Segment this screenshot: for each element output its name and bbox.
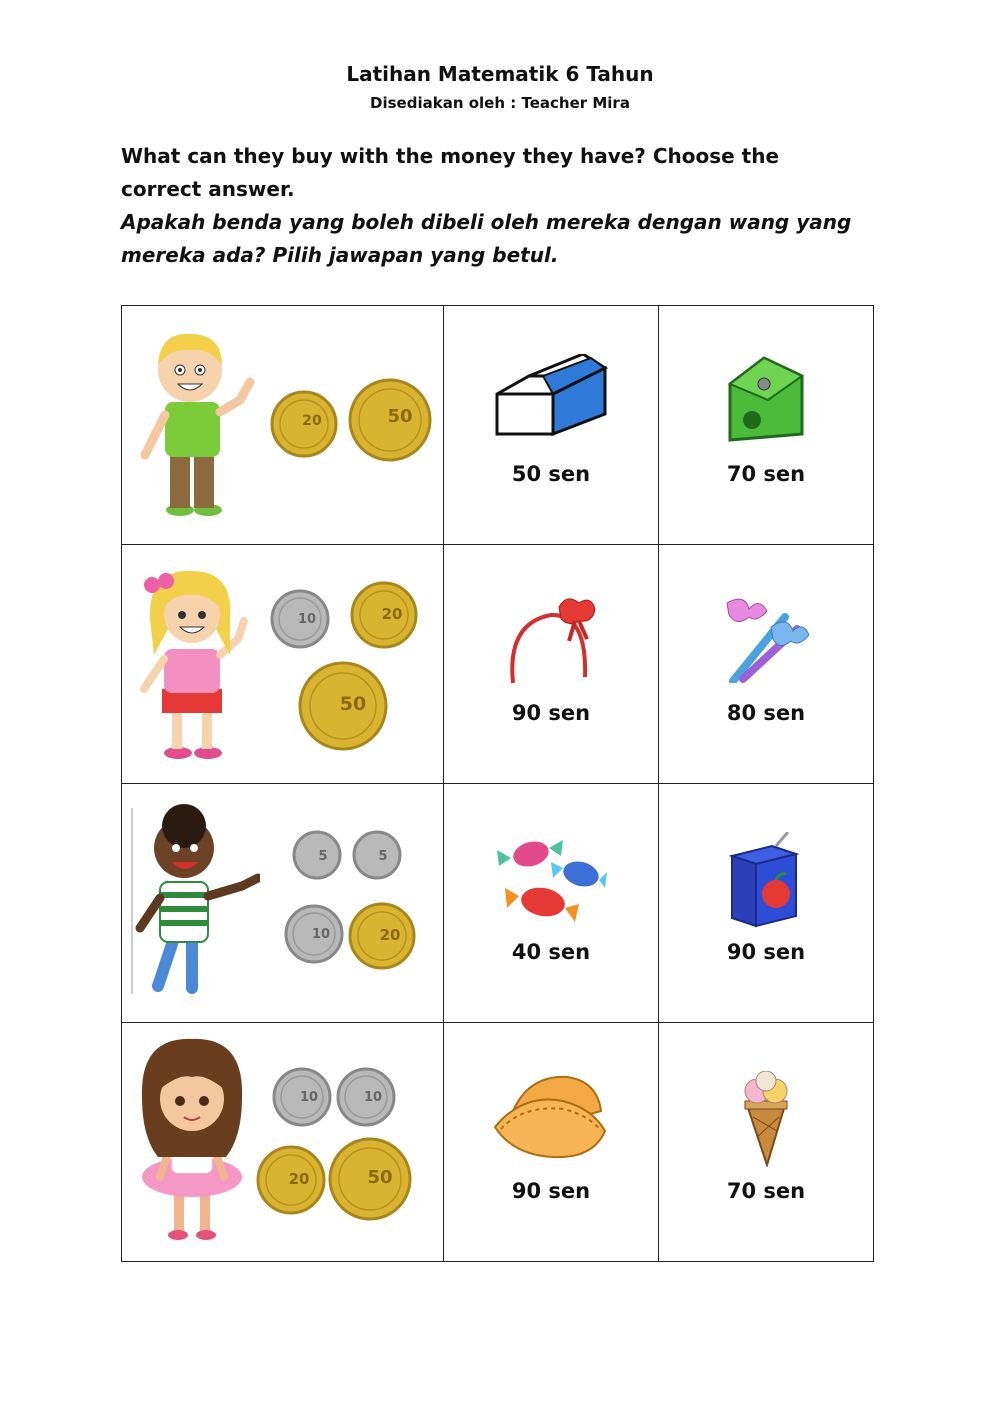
svg-text:50: 50 [387,406,413,427]
price-label: 90 sen [511,701,591,725]
coin-10-icon [270,589,330,649]
coin-50-icon [298,661,388,751]
coin-50-icon [328,1137,412,1221]
coin-10-icon [272,1067,332,1127]
svg-text:5: 5 [378,849,388,864]
coin-20-icon [350,581,418,649]
option-cell[interactable] [444,545,659,784]
option-cell[interactable] [659,1023,874,1262]
svg-text:20: 20 [381,605,403,623]
price-label: 90 sen [511,1179,591,1203]
svg-text:10: 10 [363,1090,383,1105]
candy-icon [495,832,607,924]
instruction-english: What can they buy with the money they have? Choose the correct answer. [121,144,780,201]
coin-10-icon [284,904,344,964]
option-cell[interactable] [444,784,659,1023]
girl-tutu-icon [130,1037,260,1243]
ice-cream-icon [741,1071,791,1167]
page-subtitle: Disediakan oleh : Teacher Mira [370,94,630,112]
svg-text:50: 50 [339,693,367,715]
coin-5-icon [292,830,342,880]
price-label: 50 sen [511,462,591,486]
option-cell[interactable] [659,545,874,784]
coin-5-icon [352,830,402,880]
svg-text:20: 20 [379,926,401,944]
price-label: 90 sen [726,940,806,964]
coin-50-icon [348,378,432,462]
coin-20-icon [348,902,416,970]
coin-20-icon [256,1145,326,1215]
price-label: 80 sen [726,701,806,725]
headband-icon [503,593,599,685]
eraser-icon [493,354,609,442]
coin-20-icon [270,390,338,458]
svg-text:20: 20 [302,413,322,429]
sharpener-icon [724,354,808,444]
hairclip-icon [723,593,809,683]
worksheet-table [121,305,874,1262]
page-title: Latihan Matematik 6 Tahun [346,62,654,86]
option-cell[interactable] [444,1023,659,1262]
curry-puff-icon [493,1071,609,1161]
price-label: 70 sen [726,462,806,486]
juice-box-icon [726,832,806,928]
table-row [122,545,874,784]
svg-text:20: 20 [288,1170,310,1188]
price-label: 40 sen [511,940,591,964]
boy-pointing-icon [130,798,260,998]
table-row [122,784,874,1023]
option-cell[interactable] [659,784,874,1023]
table-row [122,306,874,545]
money-cell [122,545,444,784]
table-row [122,1023,874,1262]
option-cell[interactable] [659,306,874,545]
girl-blonde-icon [130,559,260,759]
money-cell [122,1023,444,1262]
svg-text:10: 10 [297,612,317,627]
boy-blond-icon [130,320,260,520]
coin-10-icon [336,1067,396,1127]
option-cell[interactable] [444,306,659,545]
svg-text:10: 10 [299,1090,319,1105]
svg-text:10: 10 [311,927,331,942]
instruction-malay: Apakah benda yang boleh dibeli oleh mereka dengan wang yang mereka ada? Pilih jawapan yang betul. [121,210,852,267]
money-cell [122,784,444,1023]
svg-text:5: 5 [318,849,328,864]
money-cell [122,306,444,545]
svg-text:50: 50 [367,1167,393,1188]
price-label: 70 sen [726,1179,806,1203]
